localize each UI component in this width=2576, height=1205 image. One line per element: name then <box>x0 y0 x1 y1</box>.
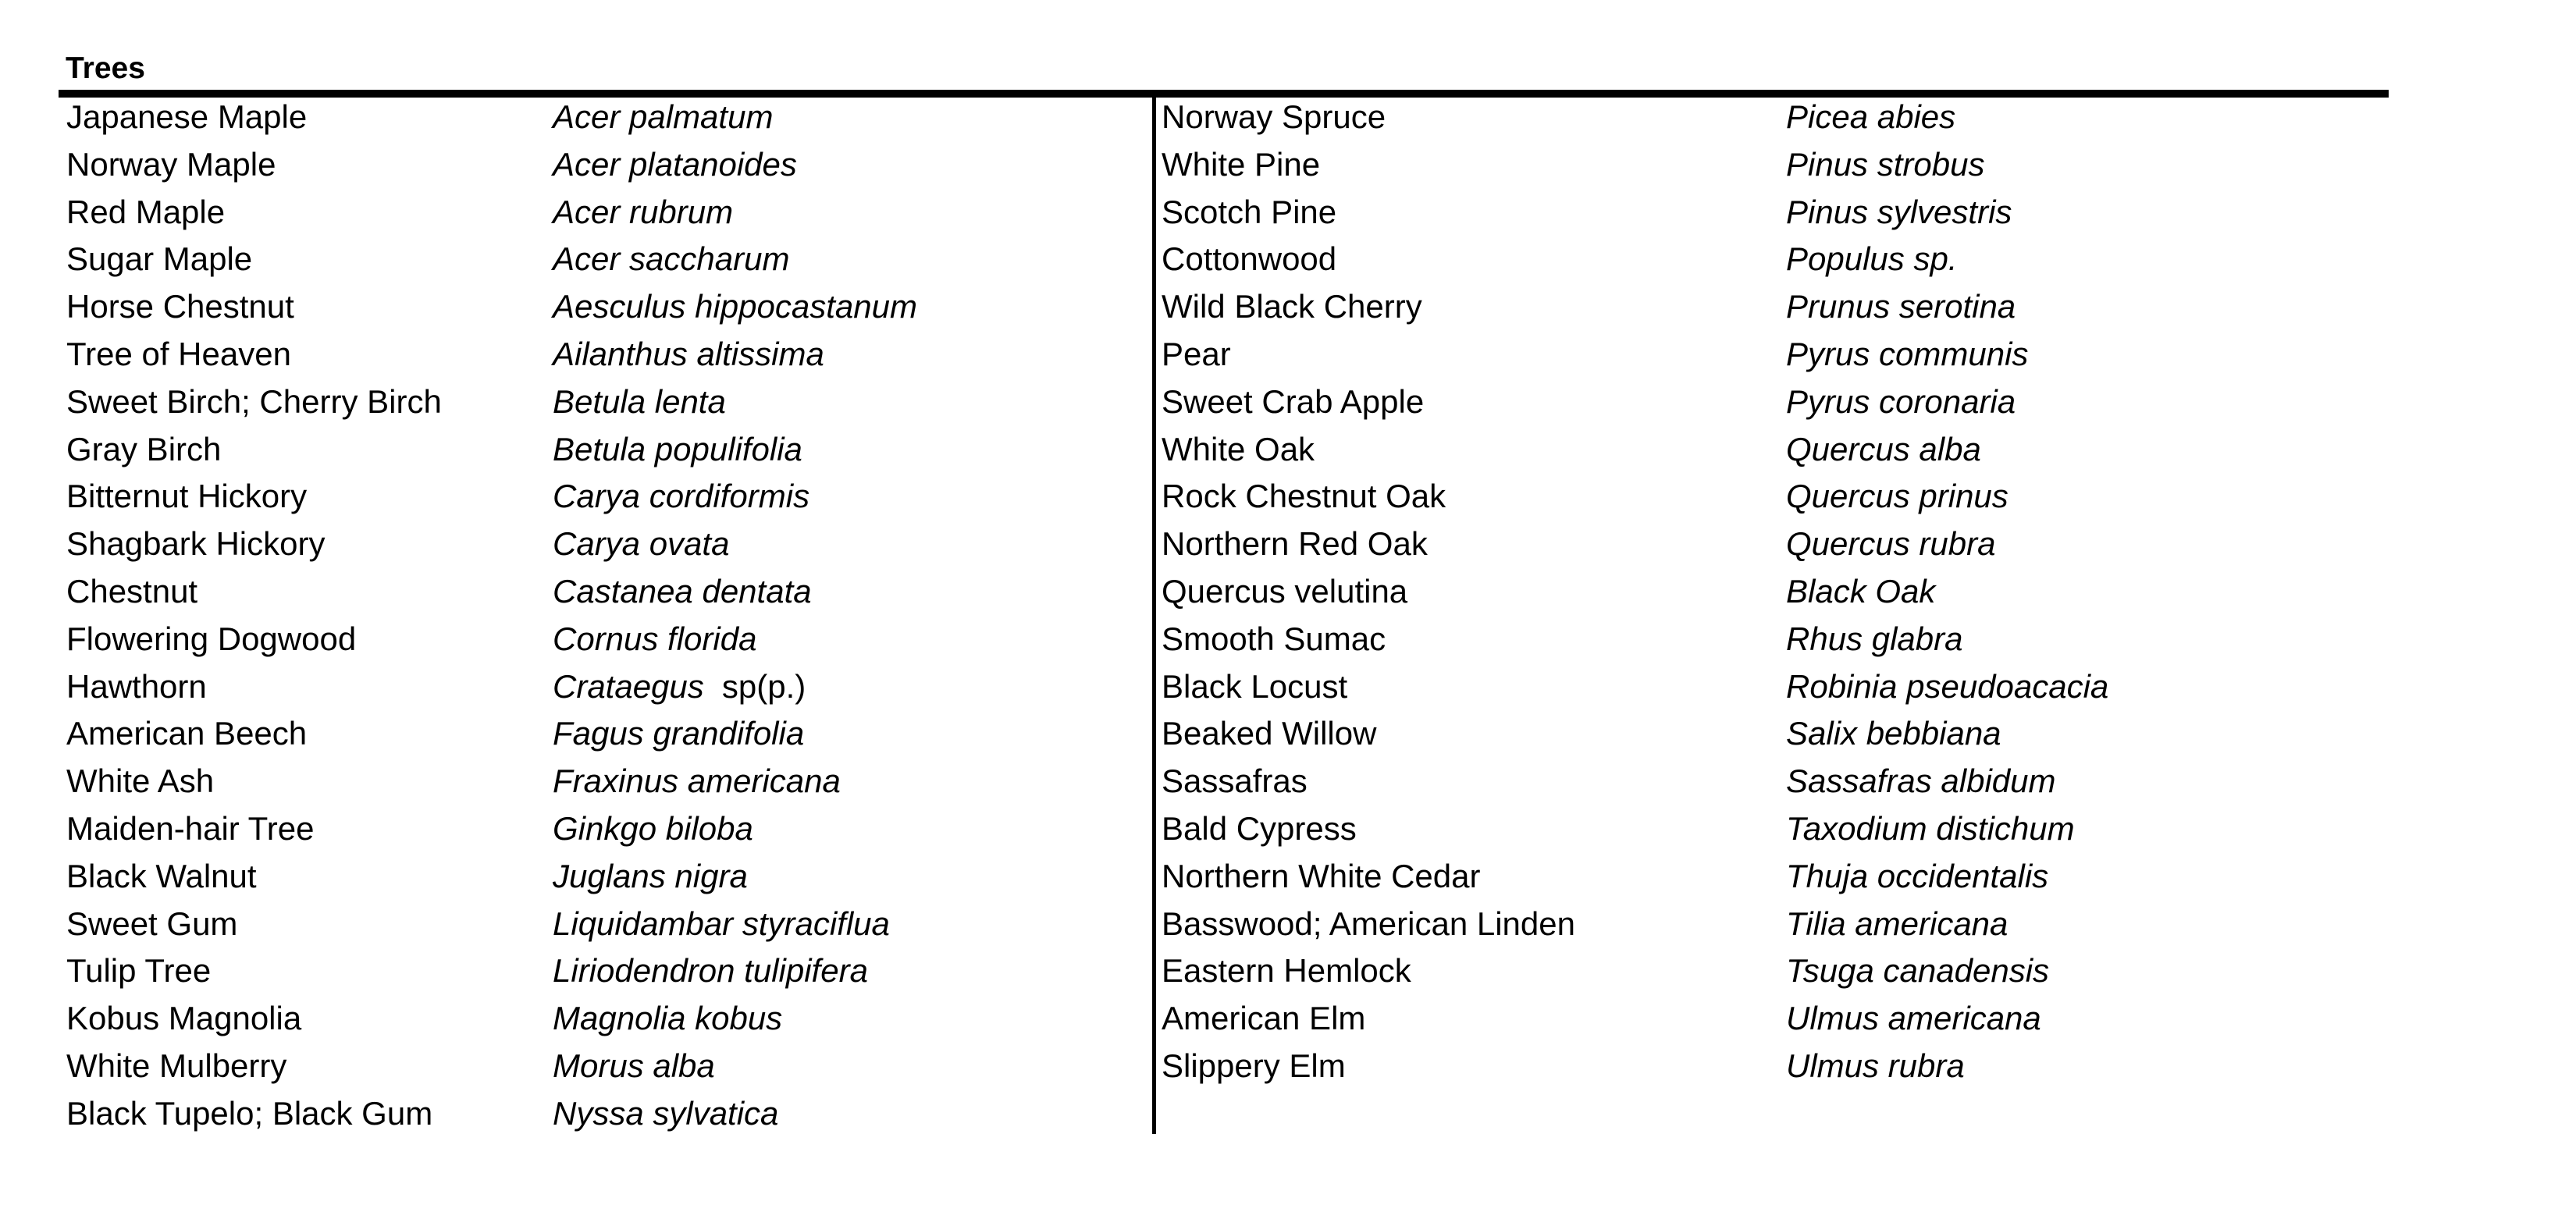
tree-row <box>1162 1043 1575 1090</box>
tree-scientific-name: Ginkgo biloba <box>553 809 753 847</box>
tree-row <box>1786 331 2108 379</box>
tree-row <box>66 473 442 521</box>
tree-scientific-name: Black Oak <box>1786 572 1936 610</box>
tree-common-name: Sugar Maple <box>66 240 253 278</box>
tree-row <box>553 901 917 948</box>
tree-row <box>1786 710 2108 758</box>
tree-scientific-name: Betula populifolia <box>553 430 802 467</box>
tree-row <box>66 805 442 853</box>
tree-common-name: American Beech <box>66 715 308 752</box>
tree-scientific-name: Cornus florida <box>553 620 757 657</box>
tree-row <box>553 1090 917 1138</box>
tree-row <box>1786 473 2108 521</box>
tree-row <box>1786 805 2108 853</box>
tree-common-name: Beaked Willow <box>1162 715 1377 752</box>
tree-common-name: Gray Birch <box>66 430 222 467</box>
tree-row <box>553 331 917 379</box>
tree-row <box>1786 901 2108 948</box>
tree-row <box>553 521 917 568</box>
tree-row <box>553 805 917 853</box>
tree-row <box>66 901 442 948</box>
tree-row <box>1162 379 1575 426</box>
tree-common-name: Red Maple <box>66 193 226 230</box>
tree-common-name: Norway Spruce <box>1162 98 1386 135</box>
tree-scientific-name-suffix: sp(p.) <box>721 667 806 705</box>
tree-common-name: Northern Red Oak <box>1162 525 1428 563</box>
tree-row <box>66 853 442 901</box>
tree-row <box>1786 758 2108 805</box>
tree-scientific-name: Ulmus americana <box>1786 1000 2041 1037</box>
tree-scientific-name: Robinia pseudoacacia <box>1786 667 2109 705</box>
tree-row <box>1786 379 2108 426</box>
tree-common-name: Quercus velutina <box>1162 572 1408 610</box>
tree-row <box>553 710 917 758</box>
tree-row <box>553 758 917 805</box>
tree-row <box>66 236 442 283</box>
tree-common-name: Smooth Sumac <box>1162 620 1386 657</box>
tree-scientific-name: Salix bebbiana <box>1786 715 2001 752</box>
tree-common-name: White Oak <box>1162 430 1315 467</box>
tree-common-name: Shagbark Hickory <box>66 525 326 563</box>
right-panel-scientific-name-column <box>1786 94 2108 1090</box>
tree-scientific-name: Taxodium distichum <box>1786 809 2075 847</box>
tree-row <box>553 141 917 189</box>
tree-row <box>66 1043 442 1090</box>
tree-scientific-name: Pinus sylvestris <box>1786 193 2012 230</box>
tree-row <box>66 379 442 426</box>
tree-row <box>1162 947 1575 995</box>
tree-row <box>1162 710 1575 758</box>
tree-row <box>553 189 917 236</box>
tree-scientific-name: Aesculus hippocastanum <box>553 288 917 325</box>
tree-common-name: Cottonwood <box>1162 240 1337 278</box>
page-title: Trees <box>66 52 145 85</box>
tree-scientific-name: Populus sp. <box>1786 240 1958 278</box>
tree-common-name: American Elm <box>1162 1000 1366 1037</box>
tree-row <box>553 947 917 995</box>
tree-common-name: Basswood; American Linden <box>1162 905 1575 942</box>
tree-scientific-name: Carya cordiformis <box>553 478 810 515</box>
tree-row <box>1162 568 1575 616</box>
tree-row <box>1162 331 1575 379</box>
tree-row <box>553 568 917 616</box>
tree-common-name: Maiden-hair Tree <box>66 809 315 847</box>
tree-row <box>553 94 917 141</box>
tree-row <box>1786 94 2108 141</box>
tree-common-name: Hawthorn <box>66 667 207 705</box>
tree-common-name: Sweet Birch; Cherry Birch <box>66 382 442 420</box>
tree-scientific-name: Magnolia kobus <box>553 1000 783 1037</box>
tree-common-name: Sassafras <box>1162 762 1308 800</box>
tree-scientific-name: Thuja occidentalis <box>1786 857 2049 894</box>
tree-scientific-name: Carya ovata <box>553 525 730 563</box>
tree-common-name: Kobus Magnolia <box>66 1000 302 1037</box>
tree-common-name: Slippery Elm <box>1162 1047 1346 1084</box>
tree-row <box>66 568 442 616</box>
tree-scientific-name: Betula lenta <box>553 382 726 420</box>
tree-row <box>1162 141 1575 189</box>
tree-row <box>1786 426 2108 474</box>
tree-scientific-name: Morus alba <box>553 1047 715 1084</box>
tree-common-name: White Ash <box>66 762 215 800</box>
tree-common-name: Sweet Crab Apple <box>1162 382 1425 420</box>
tree-row <box>1786 568 2108 616</box>
tree-common-name: Chestnut <box>66 572 198 610</box>
left-panel-common-name-column <box>66 94 442 1138</box>
tree-scientific-name: Tsuga canadensis <box>1786 952 2050 990</box>
tree-scientific-name: Quercus alba <box>1786 430 1981 467</box>
tree-row <box>1786 189 2108 236</box>
tree-scientific-name: Liquidambar styraciflua <box>553 905 890 942</box>
tree-row <box>1162 236 1575 283</box>
tree-row <box>66 426 442 474</box>
tree-scientific-name: Ulmus rubra <box>1786 1047 1965 1084</box>
tree-scientific-name: Prunus serotina <box>1786 288 2016 325</box>
tree-row <box>1786 853 2108 901</box>
tree-row <box>66 141 442 189</box>
tree-scientific-name: Tilia americana <box>1786 905 2008 942</box>
tree-row <box>66 710 442 758</box>
tree-scientific-name: Liriodendron tulipifera <box>553 952 868 990</box>
tree-common-name: Black Walnut <box>66 857 257 894</box>
tree-row <box>1162 189 1575 236</box>
tree-row <box>1162 853 1575 901</box>
tree-row <box>553 283 917 331</box>
tree-row <box>553 663 917 711</box>
tree-scientific-name: Sassafras albidum <box>1786 762 2056 800</box>
tree-common-name: White Pine <box>1162 145 1321 183</box>
tree-scientific-name: Ailanthus altissima <box>553 335 824 372</box>
tree-common-name: Japanese Maple <box>66 98 308 135</box>
tree-row <box>1786 663 2108 711</box>
tree-scientific-name: Castanea dentata <box>553 572 812 610</box>
tree-row <box>66 331 442 379</box>
tree-row <box>66 758 442 805</box>
tree-common-name: Sweet Gum <box>66 905 238 942</box>
tree-row <box>553 995 917 1043</box>
tree-common-name: Wild Black Cherry <box>1162 288 1422 325</box>
tree-common-name: Black Tupelo; Black Gum <box>66 1094 433 1132</box>
tree-row <box>553 1043 917 1090</box>
column-divider <box>1152 98 1156 1134</box>
tree-row <box>66 283 442 331</box>
tree-scientific-name: Pyrus communis <box>1786 335 2029 372</box>
tree-common-name: Pear <box>1162 335 1231 372</box>
tree-scientific-name: Rhus glabra <box>1786 620 1963 657</box>
tree-common-name: Horse Chestnut <box>66 288 294 325</box>
tree-row <box>1786 236 2108 283</box>
tree-scientific-name: Picea abies <box>1786 98 1956 135</box>
tree-common-name: Bitternut Hickory <box>66 478 308 515</box>
tree-row <box>66 947 442 995</box>
tree-common-name: Rock Chestnut Oak <box>1162 478 1446 515</box>
tree-row <box>1162 758 1575 805</box>
tree-common-name: Tree of Heaven <box>66 335 291 372</box>
tree-row <box>1786 521 2108 568</box>
tree-row <box>553 236 917 283</box>
tree-common-name: Eastern Hemlock <box>1162 952 1411 990</box>
tree-row <box>1162 616 1575 663</box>
tree-row <box>553 426 917 474</box>
tree-row <box>66 521 442 568</box>
tree-common-name: Flowering Dogwood <box>66 620 357 657</box>
tree-scientific-name: Acer platanoides <box>553 145 797 183</box>
tree-row <box>1786 616 2108 663</box>
tree-row <box>1162 663 1575 711</box>
tree-row <box>1162 995 1575 1043</box>
tree-row <box>66 663 442 711</box>
tree-row <box>66 189 442 236</box>
tree-row <box>1162 473 1575 521</box>
tree-common-name: Norway Maple <box>66 145 276 183</box>
tree-row <box>66 1090 442 1138</box>
tree-common-name: Tulip Tree <box>66 952 212 990</box>
tree-row <box>1786 283 2108 331</box>
tree-row <box>1162 426 1575 474</box>
tree-scientific-name: Crataegus <box>553 667 704 705</box>
tree-row <box>1162 521 1575 568</box>
tree-scientific-name: Pyrus coronaria <box>1786 382 2016 420</box>
left-panel-scientific-name-column <box>553 94 917 1138</box>
tree-scientific-name: Nyssa sylvatica <box>553 1094 779 1132</box>
tree-common-name: Black Locust <box>1162 667 1348 705</box>
tree-common-name: Scotch Pine <box>1162 193 1337 230</box>
tree-scientific-name: Acer saccharum <box>553 240 790 278</box>
tree-scientific-name: Quercus prinus <box>1786 478 2008 515</box>
tree-scientific-name: Pinus strobus <box>1786 145 1985 183</box>
tree-row <box>1162 283 1575 331</box>
tree-row <box>66 995 442 1043</box>
tree-row <box>1786 947 2108 995</box>
tree-row <box>1786 141 2108 189</box>
tree-common-name: White Mulberry <box>66 1047 287 1084</box>
tree-row <box>66 616 442 663</box>
tree-scientific-name: Quercus rubra <box>1786 525 1996 563</box>
tree-scientific-name: Acer palmatum <box>553 98 774 135</box>
tree-common-name: Northern White Cedar <box>1162 857 1481 894</box>
tree-row <box>1786 995 2108 1043</box>
tree-scientific-name: Fraxinus americana <box>553 762 841 800</box>
tree-row <box>553 853 917 901</box>
tree-row <box>66 94 442 141</box>
tree-scientific-name: Fagus grandifolia <box>553 715 805 752</box>
tree-row <box>553 616 917 663</box>
tree-scientific-name: Acer rubrum <box>553 193 734 230</box>
tree-row <box>553 473 917 521</box>
tree-row <box>553 379 917 426</box>
tree-row <box>1786 1043 2108 1090</box>
tree-row <box>1162 805 1575 853</box>
right-panel-common-name-column <box>1162 94 1575 1090</box>
tree-scientific-name: Juglans nigra <box>553 857 748 894</box>
tree-row <box>1162 94 1575 141</box>
tree-row <box>1162 901 1575 948</box>
tree-common-name: Bald Cypress <box>1162 809 1357 847</box>
